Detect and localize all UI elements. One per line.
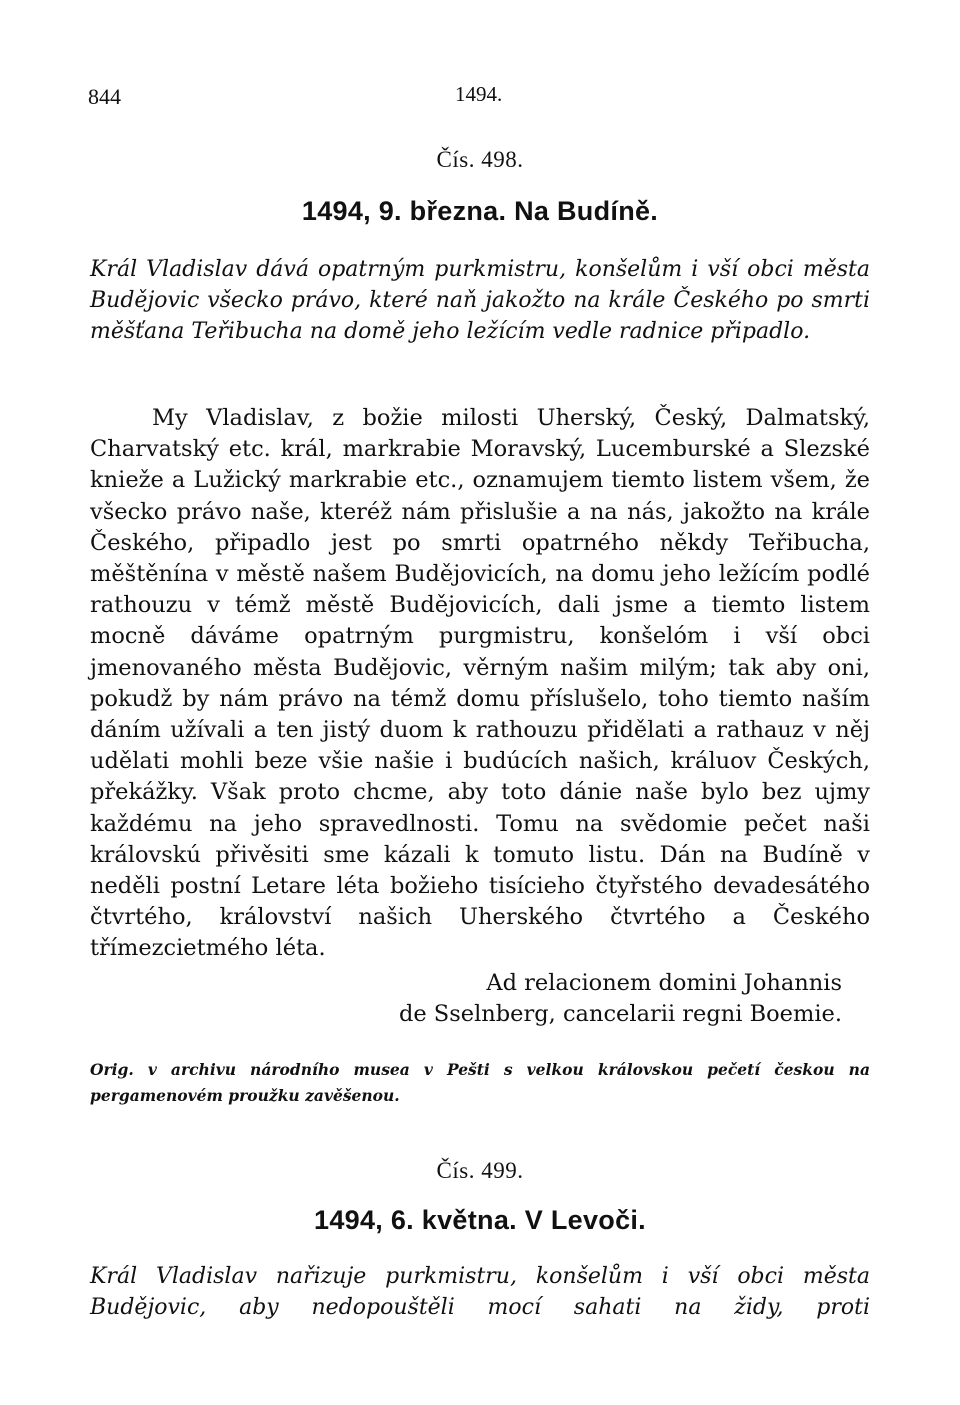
document-499-regest: Král Vladislav nařizuje purkmistru, konšelům i vší obci města Budějovic, aby nedopouštěli mocí sahati na židy, proti [90, 1264, 870, 1320]
document-498-body: My Vladislav, z božie milosti Uherský, Český, Dalmatský, Charvatský etc. král, markrabie Moravský, Lucemburské a Slezské knieže a Lužický markrabie etc., oznamujem tiemto listem všem, že všecko právo naše, kteréž nám přislušie a na nás, jakožto na krále Českého, připadlo jest po smrti opatrného někdy Teřibucha, měštěnína v městě našem Budějovicích, na domu jeho ležícím podlé rathouzu v témž městě Budějovicích, dali jsme a tiemto listem mocně dáváme opatrným purgmistru, konšelóm i vší obci jmenovaného města Budějovic, věrným našim milým; tak aby oni, pokudž by nám právo na témž domu příslušelo, toho tiemto naším dáním užívali a ten jistý duom k rathouzu přidělati a rathauz v něj udělati mohli beze všie našie i budúcích našich, králuov Českých, překážky. Však proto chcme, aby toto dánie naše bylo bez ujmy každému na jeho spravedlnosti. Tomu na svědomie pečet naši královskú přivěsiti sme kázali k tomuto listu. Dán na Budíně v neděli postní Letare léta božieho tisícieho čtyřstého devadesátého čtvrtého, království našich Uherského čtvrtého a Českého třímezcietmého léta. [90, 405, 870, 962]
relation-line-2: de Sselnberg, cancelarii regni Boemie. [398, 1001, 842, 1027]
document-498-number: Čís. 498. [436, 147, 524, 172]
document-498-source-note: Orig. v archivu národního musea v Pešti s velkou královskou pečetí českou na pergamenovém proužku zavěšenou. [90, 1060, 870, 1105]
document-498-regest: Král Vladislav dává opatrným purkmistru, konšelům i vší obci města Budějovic všecko právo, které naň jakožto na krále Českého po smrti měšťana Teřibucha na domě jeho ležícím vedle radnice připadlo. [90, 257, 870, 344]
relation-line-1: Ad relacionem domini Johannis [486, 970, 842, 996]
running-head-year: 1494. [455, 82, 503, 106]
document-499-number: Čís. 499. [436, 1158, 524, 1183]
document-498-relation-note [330, 968, 842, 1030]
document-499-date-place: 1494, 6. května. V Levoči. [314, 1205, 646, 1235]
document-498-date-place: 1494, 9. března. Na Budíně. [301, 196, 659, 226]
page-number: 844 [88, 84, 121, 109]
